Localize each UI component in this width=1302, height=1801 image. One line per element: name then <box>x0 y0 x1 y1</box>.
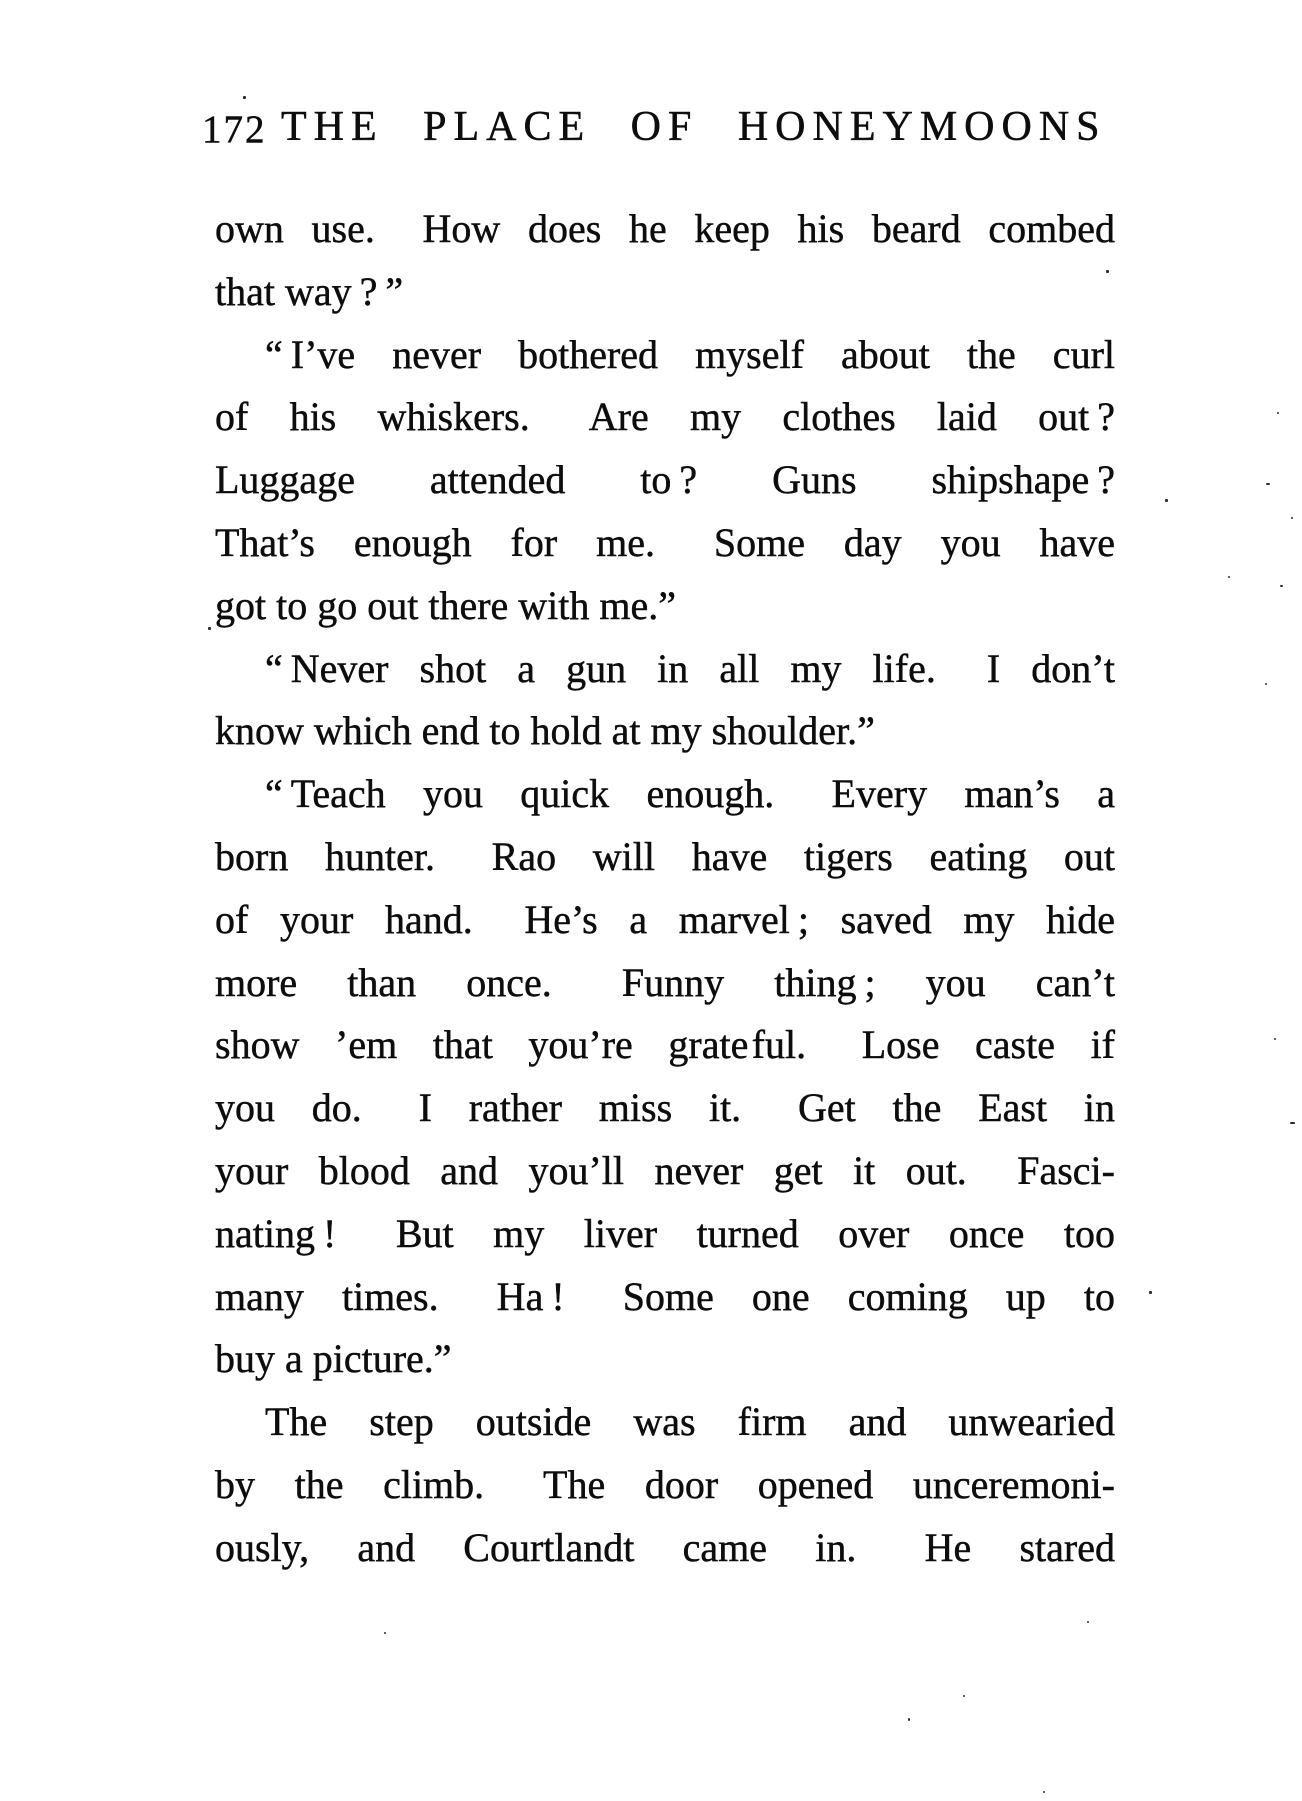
text-line: show ’em that you’re grate ful. Lose caste if <box>215 1022 1115 1068</box>
page-header <box>0 0 1302 170</box>
scan-speck <box>1291 517 1293 519</box>
scan-speck <box>1228 576 1230 578</box>
text-line: your blood and you’ll never get it out. Fasci- <box>215 1147 1115 1193</box>
scan-speck <box>1106 270 1109 273</box>
text-line: know which end to hold at my shoulder.” <box>215 708 875 754</box>
page-number: 172 <box>202 108 267 151</box>
text-line: own use. How does he keep his beard combed <box>215 206 1115 251</box>
scan-speck <box>1274 1038 1276 1040</box>
text-line: many times. Ha ! Some one coming up to <box>215 1273 1115 1319</box>
text-line: born hunter. Rao will have tigers eating out <box>215 833 1115 879</box>
scan-speck <box>1087 1621 1089 1623</box>
scan-speck <box>1043 1791 1045 1793</box>
text-line: you do. I rather miss it. Get the East in <box>215 1085 1115 1131</box>
text-line: ously, and Courtlandt came in. He stared <box>215 1524 1115 1570</box>
scan-speck <box>384 1632 386 1634</box>
text-line: buy a picture.” <box>215 1336 452 1382</box>
text-line: by the climb. The door opened unceremoni- <box>215 1461 1115 1507</box>
text-line: The step outside was firm and unwearied <box>265 1399 1115 1445</box>
text-line: Luggage attended to ? Guns shipshape ? <box>215 457 1115 503</box>
scan-speck <box>908 1718 910 1721</box>
text-line: of your hand. He’s a marvel ; saved my hide <box>215 896 1115 942</box>
scan-speck <box>1280 585 1283 587</box>
text-line: got to go out there with me.” <box>215 582 677 628</box>
scan-speck <box>243 96 246 99</box>
text-line: “ I’ve never bothered myself about the curl <box>265 331 1115 377</box>
running-title: THE PLACE OF HONEYMOONS <box>281 104 1107 150</box>
scan-speck <box>208 627 211 630</box>
scan-speck <box>1290 1122 1295 1124</box>
scan-speck <box>1149 1291 1152 1294</box>
scan-speck <box>1265 683 1267 685</box>
text-column <box>215 198 1115 1580</box>
scan-speck <box>963 1695 965 1697</box>
text-line: that way ? ” <box>215 268 404 314</box>
scan-speck <box>1165 499 1168 502</box>
text-line: more than once. Funny thing ; you can’t <box>215 959 1115 1005</box>
text-line: “ Never shot a gun in all my life. I don’t <box>265 645 1115 691</box>
scan-speck <box>1266 483 1270 485</box>
text-line: of his whiskers. Are my clothes laid out ? <box>215 394 1115 440</box>
text-line: nating ! But my liver turned over once too <box>215 1210 1115 1256</box>
text-line: “ Teach you quick enough. Every man’s a <box>265 771 1115 817</box>
text-line: That’s enough for me. Some day you have <box>215 519 1115 565</box>
scan-speck <box>1277 412 1279 414</box>
